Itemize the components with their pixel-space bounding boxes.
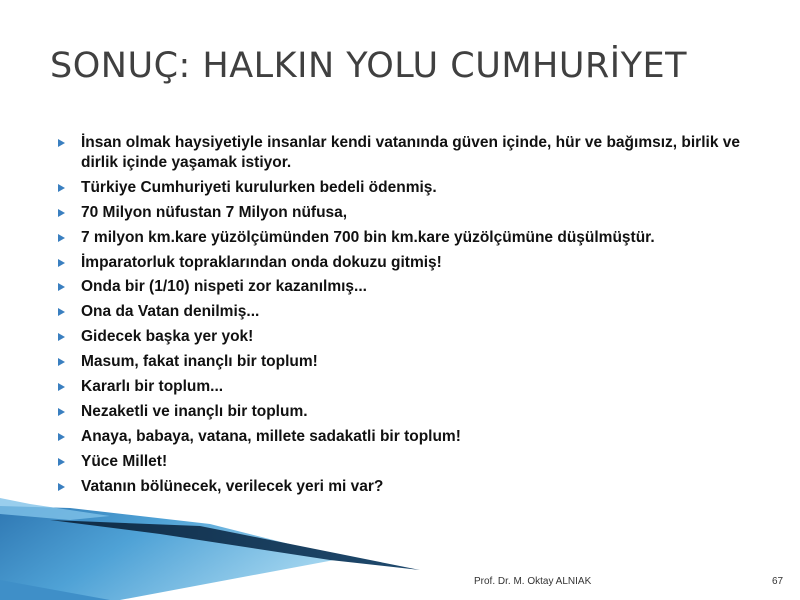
bullet-arrow-icon xyxy=(58,458,65,466)
bullet-item xyxy=(58,302,773,322)
bullet-item xyxy=(58,228,773,248)
bullet-item xyxy=(58,277,773,297)
bullet-list xyxy=(58,133,773,501)
bullet-text: 70 Milyon nüfustan 7 Milyon nüfusa, xyxy=(81,203,348,221)
bullet-arrow-icon xyxy=(58,283,65,291)
bullet-item xyxy=(58,133,773,173)
bullet-text: İmparatorluk topraklarından onda dokuzu gitmiş! xyxy=(81,253,442,271)
bullet-text: Vatanın bölünecek, verilecek yeri mi var? xyxy=(81,477,384,495)
bullet-item xyxy=(58,377,773,397)
bullet-item xyxy=(58,327,773,347)
bullet-item xyxy=(58,402,773,422)
bullet-item xyxy=(58,352,773,372)
footer-author: Prof. Dr. M. Oktay ALNIAK xyxy=(474,576,592,587)
bullet-text: Yüce Millet! xyxy=(81,452,168,470)
bullet-item xyxy=(58,203,773,223)
bullet-arrow-icon xyxy=(58,333,65,341)
bullet-text: Türkiye Cumhuriyeti kurulurken bedeli ödenmiş. xyxy=(81,178,437,196)
bullet-text: Ona da Vatan denilmiş... xyxy=(81,303,260,321)
bullet-arrow-icon xyxy=(58,358,65,366)
bullet-item xyxy=(58,253,773,273)
bullet-arrow-icon xyxy=(58,408,65,416)
bullet-arrow-icon xyxy=(58,139,65,147)
bullet-arrow-icon xyxy=(58,184,65,192)
slide-title: SONUÇ: HALKIN YOLU CUMHURİYET xyxy=(50,46,687,86)
bullet-arrow-icon xyxy=(58,433,65,441)
bullet-arrow-icon xyxy=(58,383,65,391)
bullet-item xyxy=(58,178,773,198)
bullet-arrow-icon xyxy=(58,209,65,217)
bullet-item xyxy=(58,452,773,472)
bullet-text: İnsan olmak haysiyetiyle insanlar kendi vatanında güven içinde, hür ve bağımsız, birlik ve dirlik içinde yaşamak istiyor. xyxy=(81,134,740,171)
bullet-text: 7 milyon km.kare yüzölçümünden 700 bin km.kare yüzölçümüne düşülmüştür. xyxy=(81,228,655,246)
bullet-text: Gidecek başka yer yok! xyxy=(81,328,254,346)
bullet-arrow-icon xyxy=(58,234,65,242)
bullet-text: Onda bir (1/10) nispeti zor kazanılmış... xyxy=(81,278,367,296)
page-number: 67 xyxy=(772,576,784,587)
bullet-text: Kararlı bir toplum... xyxy=(81,378,224,396)
bullet-text: Nezaketli ve inançlı bir toplum. xyxy=(81,402,308,420)
decorative-wave xyxy=(0,490,800,600)
bullet-item xyxy=(58,427,773,447)
bullet-arrow-icon xyxy=(58,308,65,316)
bullet-text: Masum, fakat inançlı bir toplum! xyxy=(81,353,318,371)
bullet-arrow-icon xyxy=(58,259,65,267)
bullet-text: Anaya, babaya, vatana, millete sadakatli bir toplum! xyxy=(81,427,461,445)
